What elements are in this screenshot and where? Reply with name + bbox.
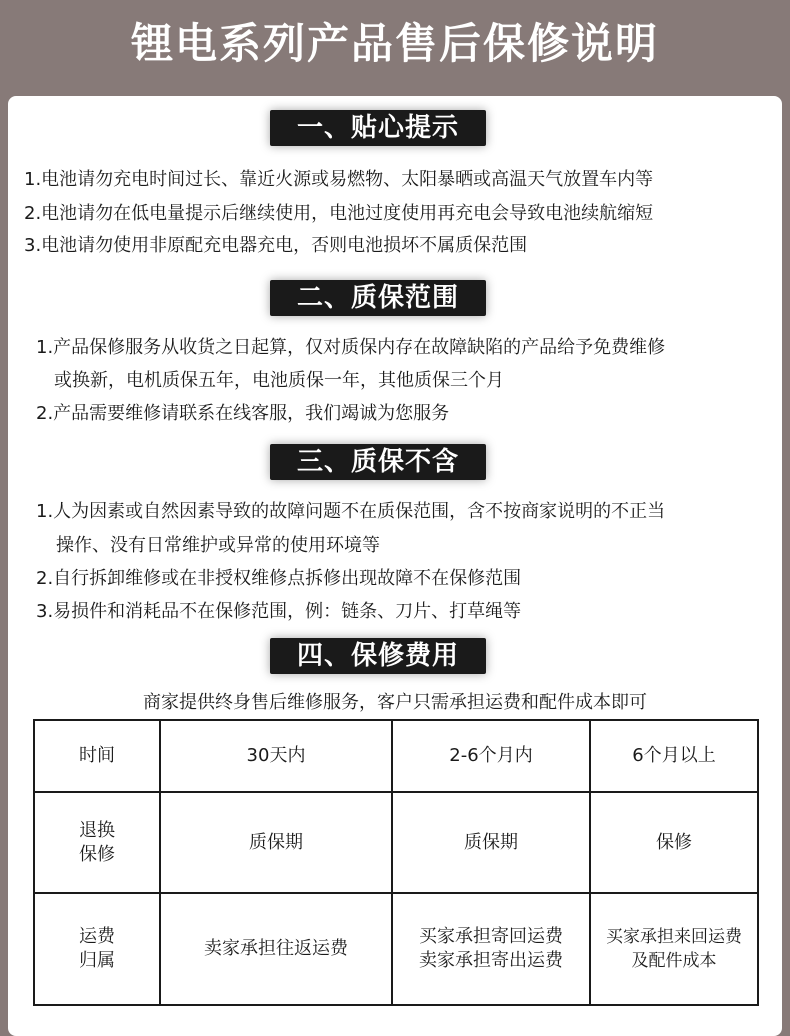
tips-line-3: 3.电池请勿使用非原配充电器充电，否则电池损坏不属质保范围 <box>24 235 528 256</box>
fee-table-header-row <box>34 720 758 792</box>
cell-line: 及配件成本 <box>631 951 717 971</box>
exclusions-line-1-cont: 操作、没有日常维护或异常的使用环境等 <box>56 535 380 556</box>
fees-note: 商家提供终身售后维修服务，客户只需承担运费和配件成本即可 <box>143 692 647 713</box>
cell-line: 买家承担寄回运费 <box>419 926 563 947</box>
cell-line: 买家承担来回运费 <box>606 927 742 947</box>
section-heading-warranty-scope: 二、质保范围 <box>270 280 486 316</box>
section-heading-exclusions: 三、质保不含 <box>270 444 486 480</box>
header-6-months-plus: 6个月以上 <box>590 720 758 792</box>
row-label-line: 运费 <box>79 926 115 947</box>
section-heading-tips: 一、贴心提示 <box>270 110 486 146</box>
cell-return-30-days <box>160 792 392 893</box>
exclusions-line-2: 2.自行拆卸维修或在非授权维修点拆修出现故障不在保修范围 <box>36 568 522 589</box>
fee-table <box>33 719 759 1006</box>
header-30-days: 30天内 <box>160 720 392 792</box>
row-label-line: 保修 <box>79 843 115 865</box>
cell-line: 卖家承担往返运费 <box>204 938 348 959</box>
page-title: 锂电系列产品售后保修说明 <box>130 19 659 68</box>
cell-shipping-30-days <box>160 893 392 1005</box>
tips-line-1: 1.电池请勿充电时间过长、靠近火源或易燃物、太阳暴晒或高温天气放置车内等 <box>24 169 654 190</box>
scope-line-1-cont: 或换新，电机质保五年，电池质保一年，其他质保三个月 <box>54 370 504 391</box>
row-label-shipping <box>34 893 160 1005</box>
exclusions-line-3: 3.易损件和消耗品不在保修范围，例：链条、刀片、打草绳等 <box>36 601 522 622</box>
cell-line: 卖家承担寄出运费 <box>419 950 563 971</box>
cell-return-2-6-months <box>392 792 590 893</box>
scope-line-2: 2.产品需要维修请联系在线客服，我们竭诚为您服务 <box>36 403 450 424</box>
row-label-line: 退换 <box>79 819 115 841</box>
header-2-6-months: 2-6个月内 <box>392 720 590 792</box>
cell-shipping-6-months-plus <box>590 893 758 1005</box>
cell-line: 质保期 <box>464 831 518 853</box>
scope-line-1: 1.产品保修服务从收货之日起算，仅对质保内存在故障缺陷的产品给予免费维修 <box>36 337 666 358</box>
header-time: 时间 <box>34 720 160 792</box>
cell-line: 质保期 <box>249 831 303 853</box>
row-label-line: 归属 <box>79 950 115 971</box>
cell-return-6-months-plus <box>590 792 758 893</box>
cell-shipping-2-6-months <box>392 893 590 1005</box>
fee-table-row-shipping <box>34 893 758 1005</box>
exclusions-line-1: 1.人为因素或自然因素导致的故障问题不在质保范围，含不按商家说明的不正当 <box>36 501 666 522</box>
fee-table-row-return <box>34 792 758 893</box>
cell-line: 保修 <box>656 831 692 853</box>
tips-line-2: 2.电池请勿在低电量提示后继续使用，电池过度使用再充电会导致电池续航缩短 <box>24 203 654 224</box>
row-label-return <box>34 792 160 893</box>
section-heading-fees: 四、保修费用 <box>270 638 486 674</box>
